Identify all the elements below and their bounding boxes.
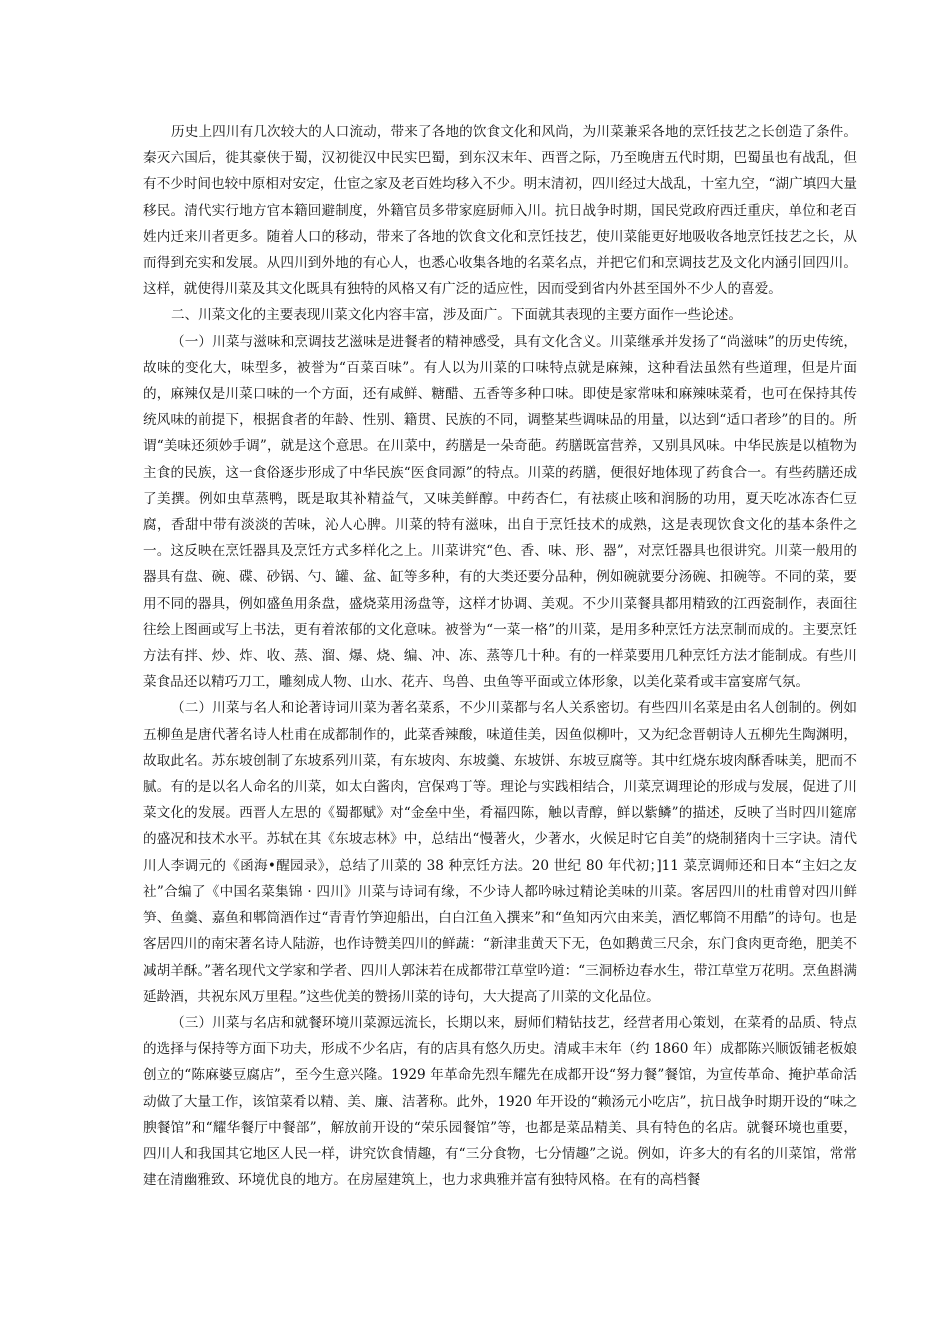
paragraph-taste-and-technique: （一）川菜与滋味和烹调技艺滋味是进餐者的精神感受，具有文化含义。川菜继承并发扬了“尚滋味”的历史传统，故味的变化大，味型多，被誉为“百菜百味”。有人以为川菜的口味特点就是麻辣，这种看法虽然有些道理，但是片面的，麻辣仅是川菜口味的一个方面，还有咸鲜、糖醋、五香等多种口味。即使是家常味和麻辣味菜肴，也可在保持其传统风味的前提下，根据食者的年龄、性别、籍贯、民族的不同，调整某些调味品的用量，以达到“适口者珍”的目的。所谓“美味还须妙手调”，就是这个意思。在川菜中，药膳是一朵奇葩。药膳既富营养，又别具风味。中华民族是以植物为主食的民族，这一食俗逐步形成了中华民族“医食同源”的特点。川菜的药膳，便很好地体现了药食合一。有些药膳还成了美撰。例如虫草蒸鸭，既是取其补精益气，又味美鲜醇。中药杏仁，有祛痰止咳和润肠的功用，夏天吃冰冻杏仁豆腐，香甜中带有淡淡的苦味，沁人心脾。川菜的特有滋味，出自于烹饪技术的成熟，这是表现饮食文化的基本条件之一。这反映在烹饪器具及烹饪方式多样化之上。川菜讲究“色、香、味、形、器”，对烹饪器具也很讲究。川菜一般用的器具有盘、碗、碟、砂锅、勺、罐、盆、缸等多种，有的大类还要分品种，例如碗就要分汤碗、扣碗等。不同的菜，要用不同的器具，例如盛鱼用条盘，盛烧菜用汤盘等，这样才协调、美观。不少川菜餐具都用精致的江西瓷制作，表面往往绘上图画或写上书法，更有着浓郁的文化意味。被誉为“一菜一格”的川菜，是用多种烹饪方法烹制而成的。主要烹饪方法有拌、炒、炸、收、蒸、溜、爆、烧、编、冲、冻、蒸等几十种。有的一样菜要用几种烹饪方法才能制成。有些川菜食品还以精巧刀工，雕刻成人物、山水、花卉、鸟兽、虫鱼等平面或立体形象，以美化菜肴或丰富宴席气氛。 bbox=[143, 333, 857, 691]
document-body bbox=[143, 119, 857, 1193]
paragraph-population-migration: 历史上四川有几次较大的人口流动，带来了各地的饮食文化和风尚，为川菜兼采各地的烹饪技艺之长创造了条件。秦灭六国后，徙其豪侠于蜀，汉初徙汉中民实巴蜀，到东汉末年、西晋之际，乃至晚唐五代时期，巴蜀虽也有战乱，但有不少时间也较中原相对安定，仕宦之家及老百姓均移入不少。明末清初，四川经过大战乱，十室九空，“湖广填四大量移民。清代实行地方官本籍回避制度，外籍官员多带家庭厨师入川。抗日战争时期，国民党政府西迁重庆，单位和老百姓内迁来川者更多。随着人口的移动，带来了各地的饮食文化和烹饪技艺，使川菜能更好地吸收各地烹饪技艺之长，从而得到充实和发展。从四川到外地的有心人，也悉心收集各地的名菜名点，并把它们和烹调技艺及文化内涵引回四川。这样，就使得川菜及其文化既具有独特的风格又有广泛的适应性，因而受到省内外甚至国外不少人的喜爱。 bbox=[143, 124, 857, 298]
paragraph-section-two-heading: 二、川菜文化的主要表现川菜文化内容丰富，涉及面广。下面就其表现的主要方面作一些论述。 bbox=[171, 307, 742, 324]
paragraph-famous-restaurants: （三）川菜与名店和就餐环境川菜源远流长，长期以来，厨师们精钻技艺，经营者用心策划，在菜肴的品质、特点的选择与保持等方面下功夫，形成不少名店，有的店具有悠久历史。清咸丰末年（约 1860 年）成都陈兴顺饭铺老板娘创立的“陈麻婆豆腐店”，至今生意兴隆。1929 年革命先烈车耀先在成都开设“努力餐”餐馆，为宣传革命、掩护革命活动做了大量工作，该馆菜肴以精、美、廉、洁著称。此外，1920 年开设的“赖汤元小吃店”，抗日战争时期开设的“味之腴餐馆”和“耀华餐厅中餐部”，解放前开设的“荣乐园餐馆”等，也都是菜品精美、具有特色的名店。就餐环境也重要，四川人和我国其它地区人民一样，讲究饮食情趣，有“三分食物，七分情趣”之说。例如，许多大的有名的川菜馆，常常建在清幽雅致、环境优良的地方。在房屋建筑上，也力求典雅并富有独特风格。在有的高档餐 bbox=[143, 1014, 857, 1189]
paragraph-famous-people-and-poetry: （二）川菜与名人和论著诗词川菜为著名菜系，不少川菜都与名人关系密切。有些四川名菜是由名人创制的。例如五柳鱼是唐代著名诗人杜甫在成都制作的，此菜香辣酸，味道佳美，因鱼似柳叶，又为纪念晋朝诗人五柳先生陶渊明，故取此名。苏东坡创制了东坡系列川菜，有东坡肉、东坡羹、东坡饼、东坡豆腐等。其中红烧东坡肉酥香味美，肥而不腻。有的是以名人命名的川菜，如太白酱肉，宫保鸡丁等。理论与实践相结合，川菜烹调理论的形成与发展，促进了川菜文化的发展。西晋人左思的《蜀都赋》对“金垒中坐，肴福四陈，触以青醇，鲜以紫鳞”的描述，反映了当时四川筵席的盛况和技术水平。苏轼在其《东坡志林》中，总结出“慢著火，少著水，火候足时它自美”的烧制猪肉十三字诀。清代川人李调元的《函海•醒园录》，总结了川菜的 38 种烹饪方法。20 世纪 80 年代初；]11 菜烹调师还和日本“主妇之友社”合编了《中国名菜集锦 · 四川》川菜与诗词有缘，不少诗人都吟咏过精论美味的川菜。客居四川的杜甫曾对四川鲜笋、鱼羹、嘉鱼和郫筒酒作过“青青竹笋迎船出，白白江鱼入撰来”和“鱼知丙穴由来美，酒忆郫筒不用酷”的诗句。也是客居四川的南宋著名诗人陆游，也作诗赞美四川的鲜蔬：“新津韭黄天下无，色如鹅黄三尺余，东门食肉更奇绝，肥美不减胡羊酥。”著名现代文学家和学者、四川人郭沫若在成都带江草堂吟道：“三洞桥边春水生，带江草堂万花明。烹鱼斟满延龄酒，共祝东风万里程。”这些优美的赞扬川菜的诗句，大大提高了川菜的文化品位。 bbox=[143, 700, 857, 1005]
